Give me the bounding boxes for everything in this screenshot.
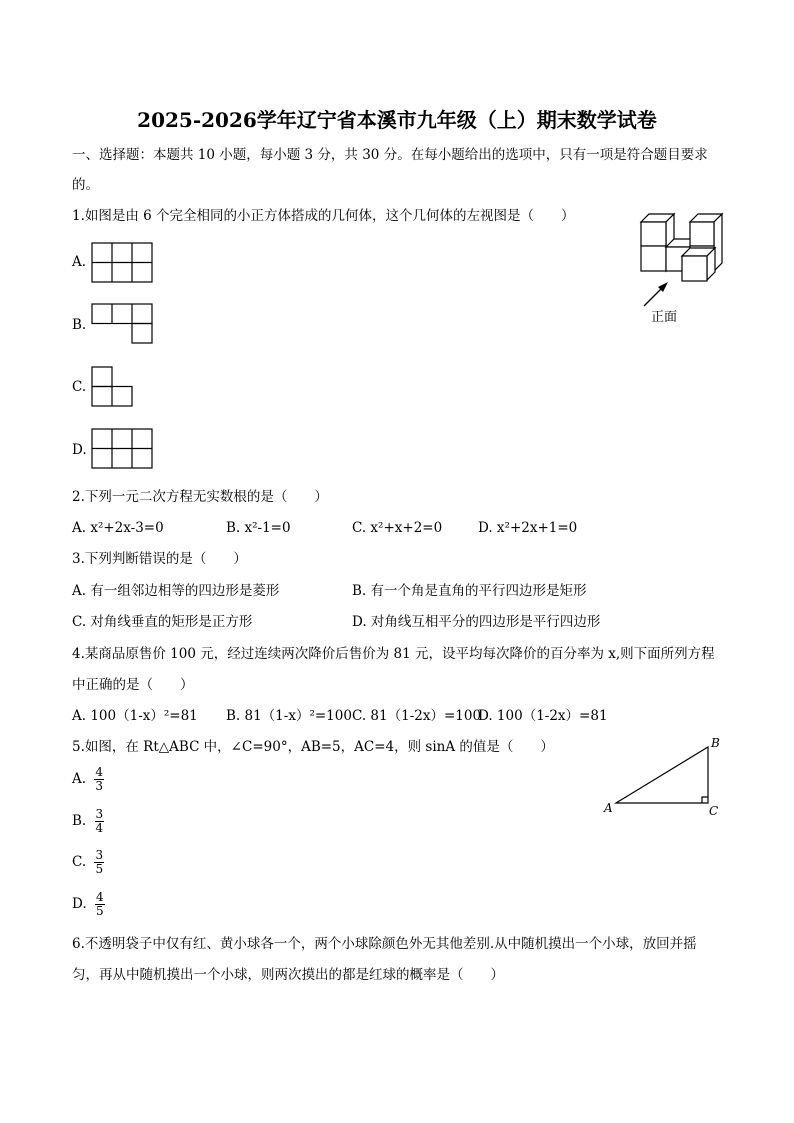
q5-option-d-letter: D. — [72, 896, 87, 912]
q4-stem-line1: 4.某商品原售价 100 元，经过连续两次降价后售价为 81 元，设平均每次降价的百分率为 x,则下面所列方程 — [72, 646, 715, 662]
q5-option-a — [72, 766, 104, 793]
q5-option-c-fraction: $\frac{3}{5}$ — [95, 848, 104, 876]
section-instructions-line2: 的。 — [72, 177, 99, 193]
q5-option-b — [72, 808, 104, 835]
q3-option-b: B. 有一个角是直角的平行四边形是矩形 — [352, 583, 587, 599]
q1-cube-figure — [630, 205, 730, 330]
page-title: 2025-2026学年辽宁省本溪市九年级（上）期末数学试卷 — [137, 108, 657, 132]
q1-option-b-figure — [91, 303, 155, 345]
q3-option-c: C. 对角线垂直的矩形是正方形 — [72, 614, 253, 630]
q4-option-d: D. 100（1-2x）=81 — [478, 708, 608, 724]
q1-stem: 1.如图是由 6 个完全相同的小正方体搭成的几何体，这个几何体的左视图是（ ） — [72, 208, 575, 224]
q2-option-d: D. x²+2x+1=0 — [478, 520, 578, 536]
q4-stem-line2: 中正确的是（ ） — [72, 677, 194, 693]
q3-option-d: D. 对角线互相平分的四边形是平行四边形 — [352, 614, 601, 630]
q2-option-a: A. x²+2x-3=0 — [72, 520, 164, 536]
q5-option-b-letter: B. — [72, 813, 87, 829]
q5-stem: 5.如图，在 Rt△ABC 中，∠C=90°，AB=5，AC=4，则 sinA 的值是（ ） — [72, 739, 554, 755]
q4-option-c: C. 81（1-2x）=100 — [352, 708, 482, 724]
q5-triangle-figure — [598, 732, 726, 820]
q5-option-a-letter: A. — [72, 771, 87, 787]
section-instructions-line1: 一、选择题：本题共 10 小题，每小题 3 分，共 30 分。在每小题给出的选项中，只有一项是符合题目要求 — [72, 147, 708, 163]
q1-option-a-label: A. — [72, 254, 87, 270]
q2-option-c: C. x²+x+2=0 — [352, 520, 443, 536]
q2-option-b: B. x²-1=0 — [226, 520, 291, 536]
front-arrow-icon — [644, 282, 668, 306]
q3-stem: 3.下列判断错误的是（ ） — [72, 551, 247, 567]
q1-option-d-figure — [91, 428, 155, 470]
q4-option-a: A. 100（1-x）²=81 — [72, 708, 198, 724]
q5-option-c-letter: C. — [72, 854, 87, 870]
q1-option-c-figure — [91, 366, 135, 408]
q5-option-b-fraction: $\frac{3}{4}$ — [95, 807, 104, 835]
q6-stem-line1: 6.不透明袋子中仅有红、黄小球各一个，两个小球除颜色外无其他差别.从中随机摸出一个小球，放回并摇 — [72, 936, 697, 952]
q1-option-d-label: D. — [72, 442, 87, 458]
q5-option-d — [72, 891, 105, 918]
q4-option-b: B. 81（1-x）²=100 — [226, 708, 352, 724]
front-label: 正面 — [651, 310, 678, 325]
vertex-a-label: A — [604, 801, 613, 815]
q5-option-c — [72, 849, 104, 876]
q5-option-a-fraction: $\frac{4}{3}$ — [95, 765, 103, 793]
vertex-c-label: C — [709, 804, 719, 818]
q1-option-a-figure — [91, 242, 155, 284]
q1-option-c-label: C. — [72, 379, 87, 395]
q5-option-d-fraction: $\frac{4}{5}$ — [95, 890, 104, 918]
q1-option-b-label: B. — [72, 317, 87, 333]
vertex-b-label: B — [711, 736, 720, 750]
q2-stem: 2.下列一元二次方程无实数根的是（ ） — [72, 489, 328, 505]
q6-stem-line2: 匀，再从中随机摸出一个小球，则两次摸出的都是红球的概率是（ ） — [72, 967, 504, 983]
q3-option-a: A. 有一组邻边相等的四边形是菱形 — [72, 583, 280, 599]
